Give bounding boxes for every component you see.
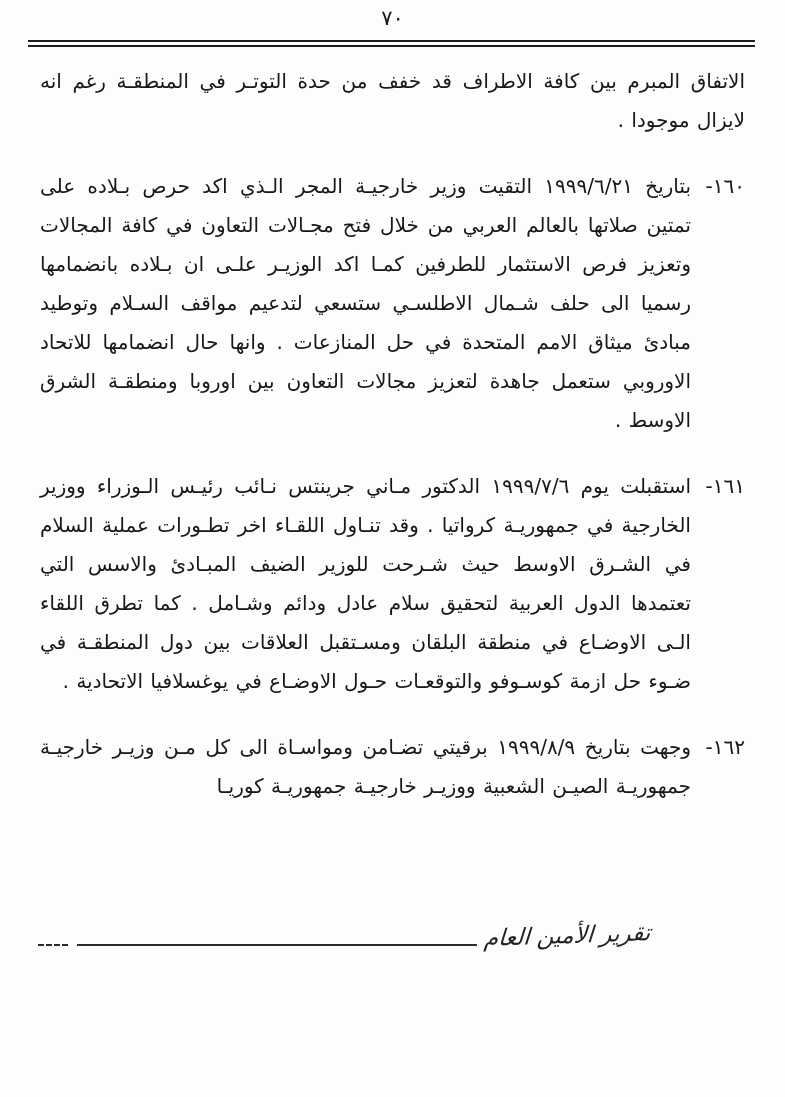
top-rule-lower — [28, 45, 755, 47]
paragraph-item-160 — [40, 167, 745, 440]
paragraph-text: استقبلت يوم ١٩٩٩/٧/٦ الدكتور مـاني جرينتس نـائب رئيـس الـوزراء ووزير الخارجية في جمهوريـة كرواتيا . وقد تنـاول اللقـاء اخر تطـورات عملية السلام في الشـرق الاوسط حيث شـرحت للوزير الضيف المبـادئ والاسس التي تعتمدها الدول العربية لتحقيق سلام عادل ودائم وشـامل . كما تطرق اللقاء الـى الاوضـاع في منطقة البلقان ومسـتقبل العلاقات بين دول المنطقـة في ضـوء حل ازمة كوسـوفو والتوقعـات حـول الاوضـاع في يوغسلافيا الاتحادية . — [40, 474, 692, 693]
footer-rule — [77, 944, 477, 946]
footer-dash-segment — [38, 944, 68, 946]
paragraph-continuation — [40, 62, 745, 140]
footer — [38, 920, 658, 953]
page-number: ٧٠ — [381, 6, 404, 30]
top-double-rule — [28, 40, 755, 47]
paragraph-text: وجهت بتاريخ ١٩٩٩/٨/٩ برقيتي تضـامن ومواسـاة الى كل مـن وزيـر خارجيـة جمهوريـة الصيـن الشعبية ووزيـر خارجيـة جمهوريـة كوريـا — [40, 735, 691, 798]
paragraph-item-161 — [40, 467, 745, 701]
paragraph-text: بتاريخ ١٩٩٩/٦/٢١ التقيت وزير خارجيـة المجر الـذي اكد حرص بـلاده على تمتين صلاتها بالعالم العربي من خلال فتح مجـالات التعاون في كافة المجالات وتعزيز فرص الاستثمار للطرفين كمـا اكد الوزيـر علـى ان بـلاده بانضمامها رسميا الى حلف شـمال الاطلسـي ستسعي لتدعيم مواقف السـلام وتوطيد مبادئ ميثاق الامم المتحدة في حل المنازعات . وانها حال انضمامها للاتحاد الاوروبي ستعمل جاهدة لتعزيز مجالات التعاون بين اوروبا ومنطقـة الشرق الاوسط . — [40, 174, 692, 432]
signature-text: تقرير الأمين العام — [483, 920, 652, 952]
paragraph-number: ١٦١- — [705, 474, 745, 498]
paragraph-item-162 — [40, 728, 745, 806]
top-rule-upper — [28, 40, 755, 42]
paragraph-number: ١٦٢- — [705, 735, 745, 759]
paragraph-number: ١٦٠- — [705, 174, 745, 198]
paragraph-text: الاتفاق المبرم بين كافة الاطراف قد خفف من حدة التوتـر في المنطقـة رغم انه لايزال موجودا . — [40, 69, 745, 132]
document-body — [40, 62, 745, 806]
